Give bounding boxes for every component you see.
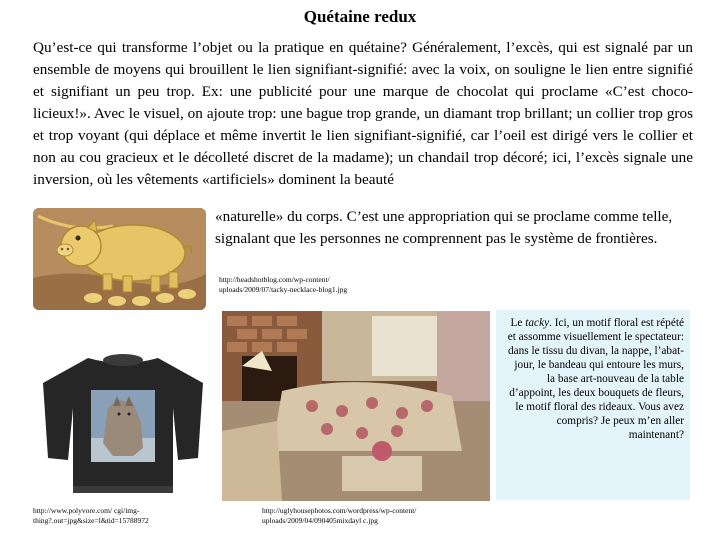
box-prefix: Le bbox=[510, 317, 526, 329]
wolf-sweater-image bbox=[33, 348, 213, 498]
pig-image-caption: http://headshotblog.com/wp-content/ uploads/2009/07/tacky-necklace-blog1.jpg bbox=[219, 275, 348, 294]
continuation-paragraph: «naturelle» du corps. C’est une appropriation qui se proclame comme telle, signalant que les personnes ne comprennent pas le système de frontières. bbox=[215, 208, 673, 247]
tacky-description-box bbox=[496, 310, 690, 500]
box-text: . Ici, un motif floral est répété et assomme visuellement le spectateur: dans le tissu du divan, la nappe, l’abat-jour, le bandeau qui entoure les murs, la base art-nouveau de la table d’appoint, les deux bouquets de fleurs, le motif floral des rideaux. Vous avez compris? Je peux m’en aller maintenant? bbox=[507, 317, 684, 441]
sweater-image-caption: http://www.polyvore.com/ cgi/img-thing?.out=jpg&size=l&tid=15788972 bbox=[33, 506, 149, 525]
page-title: Quétaine redux bbox=[303, 7, 417, 26]
floral-room-image bbox=[222, 311, 490, 501]
intro-paragraph: Qu’est-ce qui transforme l’objet ou la pratique en quétaine? Généralement, l’excès, qui est signalé par un ensemble de moyens qui brouillent le lien signifiant-signifié: avec la voix, on souligne le lien entre signifié et signifiant un peu trop. Ex: une publicité pour une marque de chocolat qui proclame «C’est choco-licieux!». Avec le visuel, on ajoute trop: une bague trop grande, un diamant trop brillant; un collier trop gros et trop voyant (qui déplace et même invertit le lien signifiant-signifié, car l’oeil est dirigé vers le collier et non au cou gracieux et le décolleté discret de la madame); un chandail trop décoré; ici, l’excès signale une inversion, où les vêtements «artificiels» dominent la beauté bbox=[33, 39, 693, 188]
pig-necklace-image bbox=[33, 208, 206, 310]
box-emphasis: tacky bbox=[525, 317, 550, 329]
room-image-caption: http://uglyhousephotos.com/wordpress/wp-content/ uploads/2009/04/090405mixdayl c.jpg bbox=[262, 506, 417, 525]
